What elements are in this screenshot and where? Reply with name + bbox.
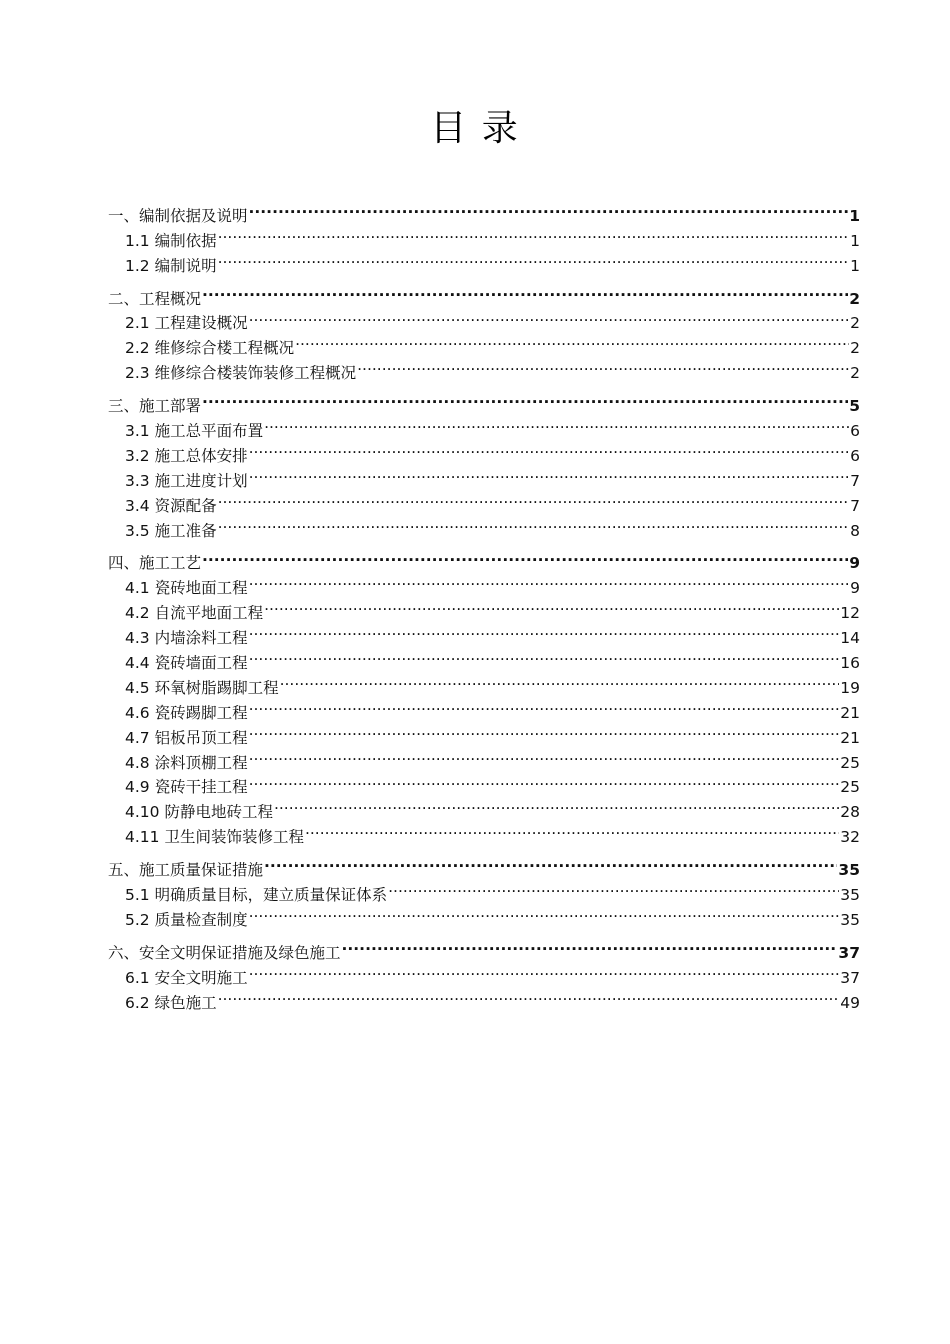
toc-chapter-entry[interactable] (108, 933, 860, 962)
toc-dot-leader (218, 486, 850, 511)
toc-entry-label: 4.8 涂料顶棚工程 (125, 753, 248, 772)
toc-dot-leader (249, 436, 850, 461)
toc-entry-label: 5.2 质量检查制度 (125, 910, 248, 929)
toc-dot-leader (264, 850, 837, 875)
toc-entry-label: 3.1 施工总平面布置 (125, 422, 264, 441)
toc-page-number: 49 (840, 993, 860, 1012)
toc-dot-leader (218, 246, 850, 271)
toc-entry-label: 3.5 施工准备 (125, 521, 217, 540)
toc-entry-label: 4.11 卫生间装饰装修工程 (125, 828, 304, 847)
toc-entry-label: 4.4 瓷砖墙面工程 (125, 654, 248, 673)
toc-page-number: 2 (849, 289, 860, 308)
toc-subsection-entry[interactable] (108, 246, 860, 275)
toc-page-number: 32 (840, 828, 860, 847)
toc-page-number: 16 (840, 654, 860, 673)
toc-dot-leader (249, 693, 840, 718)
page-title: 目 录 (430, 108, 520, 149)
toc-subsection-entry[interactable] (108, 221, 860, 250)
toc-entry-label: 1.2 编制说明 (125, 256, 217, 275)
toc-dot-leader (249, 958, 840, 983)
toc-dot-leader (357, 353, 849, 378)
toc-dot-leader (202, 279, 848, 304)
toc-dot-leader (249, 900, 840, 925)
toc-entry-label: 4.2 自流平地面工程 (125, 604, 264, 623)
toc-dot-leader (218, 983, 840, 1008)
toc-entry-label: 2.1 工程建设概况 (125, 314, 248, 333)
toc-entry-label: 6.1 安全文明施工 (125, 968, 248, 987)
toc-entry-label: 4.6 瓷砖踢脚工程 (125, 703, 248, 722)
toc-page-number: 1 (850, 231, 860, 250)
toc-page-number: 7 (850, 471, 860, 490)
toc-page-number: 12 (840, 604, 860, 623)
table-of-contents (108, 196, 860, 1016)
toc-page-number: 8 (850, 521, 860, 540)
toc-page-number: 37 (840, 968, 860, 987)
toc-subsection-entry[interactable] (108, 511, 860, 540)
toc-chapter-entry[interactable] (108, 850, 860, 880)
toc-entry-label: 2.2 维修综合楼工程概况 (125, 339, 295, 358)
toc-page-number: 9 (850, 579, 860, 598)
toc-entry-label: 一、编制依据及说明 (108, 206, 248, 225)
toc-subsection-entry[interactable] (108, 568, 860, 598)
toc-page-number: 6 (850, 446, 860, 465)
toc-chapter-entry[interactable] (108, 386, 860, 416)
toc-subsection-entry[interactable] (108, 411, 860, 441)
toc-entry-label: 三、施工部署 (108, 397, 202, 416)
toc-entry-label: 3.3 施工进度计划 (125, 471, 248, 490)
toc-subsection-entry[interactable] (108, 486, 860, 515)
toc-dot-leader (249, 718, 840, 743)
toc-entry-label: 4.5 环氧树脂踢脚工程 (125, 678, 279, 697)
toc-subsection-entry[interactable] (108, 304, 860, 333)
toc-dot-leader (202, 386, 848, 411)
toc-section (108, 386, 860, 540)
toc-section (108, 544, 860, 847)
toc-dot-leader (202, 544, 848, 569)
toc-entry-label: 4.9 瓷砖干挂工程 (125, 778, 248, 797)
toc-page-number: 14 (840, 629, 860, 648)
toc-page-number: 2 (850, 314, 860, 333)
toc-entry-label: 四、施工工艺 (108, 554, 202, 573)
toc-entry-label: 3.2 施工总体安排 (125, 446, 248, 465)
toc-page-number: 7 (850, 496, 860, 515)
toc-dot-leader (249, 768, 840, 793)
toc-page-number: 5 (849, 397, 860, 416)
toc-entry-label: 1.1 编制依据 (125, 231, 217, 250)
toc-page-number: 19 (840, 678, 860, 697)
toc-page-number: 37 (838, 943, 860, 962)
toc-entry-label: 4.3 内墙涂料工程 (125, 629, 248, 648)
toc-page-number: 21 (840, 703, 860, 722)
toc-section (108, 850, 860, 929)
toc-dot-leader (280, 668, 840, 693)
toc-dot-leader (218, 511, 850, 536)
toc-entry-label: 4.1 瓷砖地面工程 (125, 579, 248, 598)
toc-page-number: 35 (840, 910, 860, 929)
toc-dot-leader (249, 568, 850, 593)
toc-page-number: 28 (840, 803, 860, 822)
toc-page-number: 21 (840, 728, 860, 747)
toc-page-number: 2 (850, 364, 860, 383)
toc-section (108, 196, 860, 275)
toc-entry-label: 五、施工质量保证措施 (108, 861, 264, 880)
toc-page-number: 35 (838, 861, 860, 880)
toc-section (108, 279, 860, 383)
toc-dot-leader (249, 304, 850, 329)
toc-entry-label: 5.1 明确质量目标，建立质量保证体系 (125, 886, 388, 905)
toc-page-number: 25 (840, 753, 860, 772)
toc-dot-leader (249, 461, 850, 486)
toc-subsection-entry[interactable] (108, 983, 860, 1012)
toc-dot-leader (249, 196, 849, 221)
toc-entry-label: 4.7 铝板吊顶工程 (125, 728, 248, 747)
toc-entry-label: 六、安全文明保证措施及绿色施工 (108, 943, 341, 962)
toc-page-number: 9 (849, 554, 860, 573)
toc-dot-leader (249, 618, 840, 643)
toc-dot-leader (249, 643, 840, 668)
toc-entry-label: 3.4 资源配备 (125, 496, 217, 515)
toc-chapter-entry[interactable] (108, 196, 860, 225)
toc-page-number: 2 (850, 339, 860, 358)
toc-dot-leader (264, 411, 849, 436)
toc-dot-leader (305, 817, 839, 842)
toc-dot-leader (249, 743, 840, 768)
toc-chapter-entry[interactable] (108, 279, 860, 308)
toc-dot-leader (388, 875, 839, 900)
toc-dot-leader (295, 328, 849, 353)
toc-chapter-entry[interactable] (108, 544, 860, 573)
toc-dot-leader (264, 593, 839, 618)
toc-page-number: 35 (840, 886, 860, 905)
toc-dot-leader (342, 933, 838, 958)
toc-page-number: 25 (840, 778, 860, 797)
toc-page-number: 6 (850, 422, 860, 441)
toc-dot-leader (274, 792, 839, 817)
toc-dot-leader (218, 221, 850, 246)
toc-entry-label: 2.3 维修综合楼装饰装修工程概况 (125, 364, 357, 383)
toc-page-number: 1 (850, 256, 860, 275)
toc-entry-label: 二、工程概况 (108, 289, 202, 308)
toc-page-number: 1 (849, 206, 860, 225)
toc-entry-label: 6.2 绿色施工 (125, 993, 217, 1012)
toc-entry-label: 4.10 防静电地砖工程 (125, 803, 273, 822)
toc-section (108, 933, 860, 1012)
